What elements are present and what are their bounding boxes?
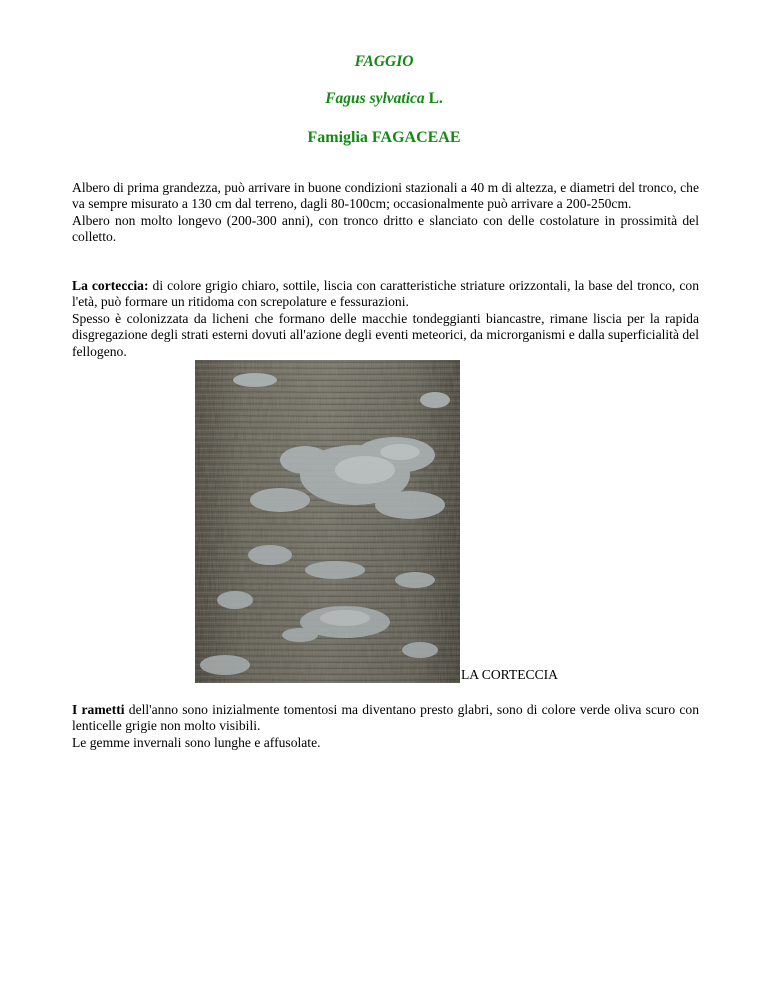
intro-paragraph (72, 180, 699, 246)
bark-text-1 (72, 278, 699, 311)
author-abbreviation: L. (428, 90, 443, 107)
bark-photo-caption: LA CORTECCIA (461, 667, 558, 682)
twigs-text-2: Le gemme invernali sono lunghe e affusolate. (72, 734, 321, 750)
bark-photo (195, 360, 460, 683)
intro-text-2: Albero non molto longevo (200-300 anni), con tronco dritto e slanciato con delle costolature in prossimità del colletto. (72, 212, 699, 245)
twigs-label: I rametti (72, 702, 125, 717)
scientific-name (0, 90, 768, 108)
document-title: FAGGIO (354, 53, 414, 70)
bark-text-2: Spesso è colonizzata da licheni che formano delle macchie tondeggianti biancastre, rimane liscia per la rapida disgregazione degli strati esterni dovuti all'azione degli eventi meteorici, da microrganismi e dalla superficialità del fellogeno. (72, 310, 699, 359)
twigs-text-1 (72, 702, 699, 735)
family-heading: Famiglia FAGACEAE (307, 129, 461, 146)
intro-text-1: Albero di prima grandezza, può arrivare in buone condizioni stazionali a 40 m di altezza, e diametri del tronco, che va sempre misurato a 130 cm dal terreno, dagli 80-100cm; occasionalmente può arrivare a 200-250cm. (72, 180, 699, 212)
twigs-paragraph (72, 702, 699, 751)
bark-label: La corteccia: (72, 278, 149, 293)
bark-paragraph (72, 278, 699, 360)
twigs-description: dell'anno sono inizialmente tomentosi ma diventano presto glabri, sono di colore verde oliva scuro con lenticelle grigie non molto visibili. (72, 702, 699, 734)
bark-description: di colore grigio chiaro, sottile, liscia con caratteristiche striature orizzontali, la base del tronco, con l'età, può formare un ritidoma con screpolature e fessurazioni. (72, 278, 699, 310)
binomial-name: Fagus sylvatica (325, 90, 425, 107)
